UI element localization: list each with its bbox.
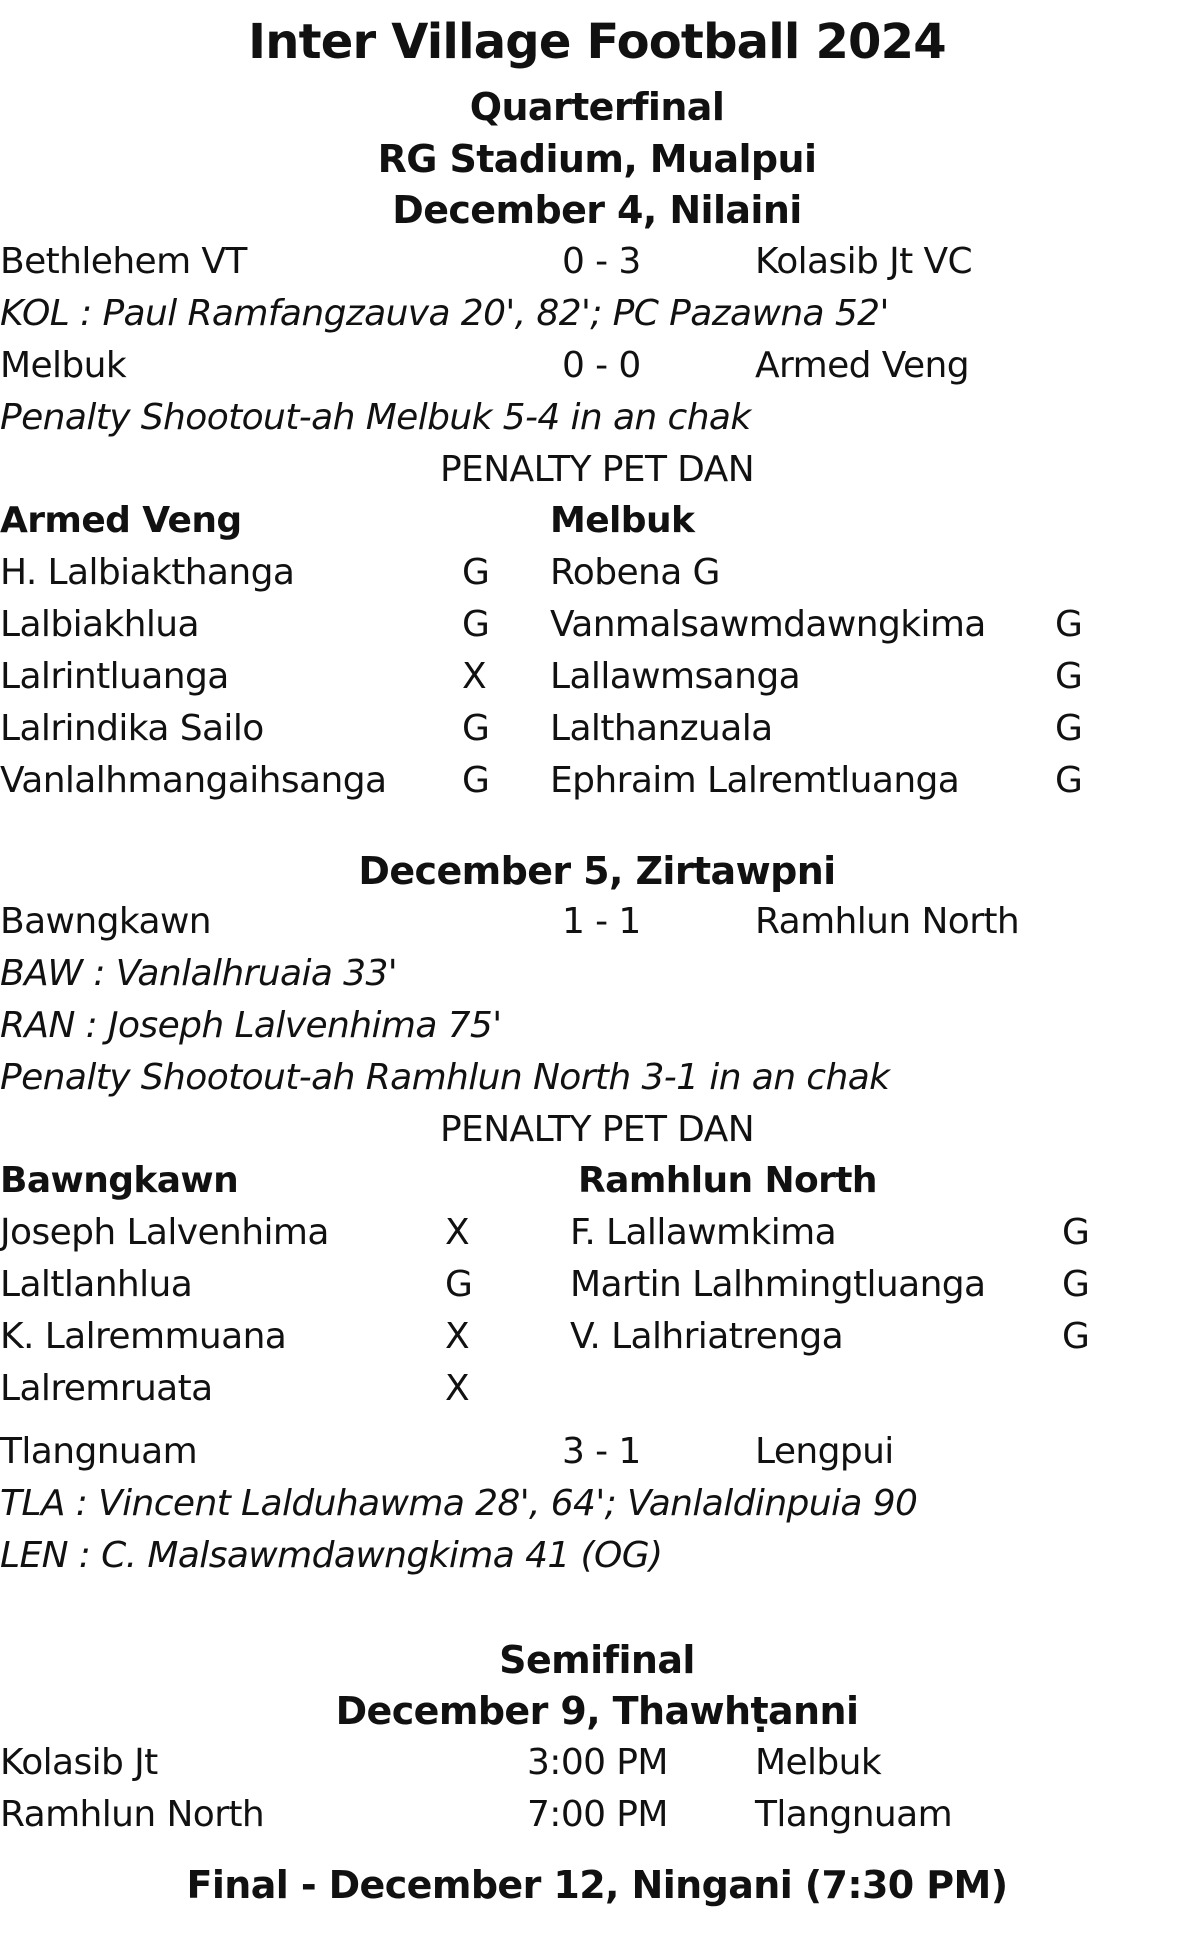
penalty-result: G: [1055, 760, 1083, 801]
penalty-result: G: [1062, 1316, 1090, 1357]
semifinal-heading: Semifinal: [499, 1638, 695, 1682]
scorers-line: BAW : Vanlalhruaia 33': [0, 953, 398, 994]
shootout-note: Penalty Shootout-ah Melbuk 5-4 in an chak: [0, 397, 751, 438]
penalty-taker-name: Robena G: [550, 552, 720, 593]
score: 0 - 3: [562, 241, 641, 282]
penalty-result: G: [1055, 708, 1083, 749]
scorers-line: TLA : Vincent Lalduhawma 28', 64'; Vanlaldinpuia 90: [0, 1483, 918, 1524]
home-team: Melbuk: [0, 345, 127, 386]
penalty-left-team: Armed Veng: [0, 500, 242, 541]
scorers-line: RAN : Joseph Lalvenhima 75': [0, 1005, 502, 1046]
penalty-result: G: [462, 604, 490, 645]
home-team: Kolasib Jt: [0, 1742, 158, 1783]
penalty-right-team: Ramhlun North: [578, 1160, 877, 1201]
penalty-taker-name: Lalrindika Sailo: [0, 708, 264, 749]
home-team: Bawngkawn: [0, 901, 212, 942]
page-title: Inter Village Football 2024: [248, 14, 946, 70]
penalty-taker-name: Lallawmsanga: [550, 656, 801, 697]
penalty-result: X: [445, 1212, 470, 1253]
penalty-taker-name: Ephraim Lalremtluanga: [550, 760, 960, 801]
penalty-right-team: Melbuk: [550, 500, 695, 541]
penalty-taker-name: V. Lalhriatrenga: [570, 1316, 844, 1357]
penalty-taker-name: Laltlanhlua: [0, 1264, 193, 1305]
penalty-result: G: [1062, 1264, 1090, 1305]
away-team: Armed Veng: [755, 345, 969, 386]
away-team: Lengpui: [755, 1431, 894, 1472]
home-team: Bethlehem VT: [0, 241, 247, 282]
away-team: Melbuk: [755, 1742, 882, 1783]
penalty-taker-name: K. Lalremmuana: [0, 1316, 287, 1357]
penalty-left-team: Bawngkawn: [0, 1160, 239, 1201]
penalty-taker-name: H. Lalbiakthanga: [0, 552, 295, 593]
penalty-result: G: [462, 552, 490, 593]
penalty-taker-name: Lalremruata: [0, 1368, 213, 1409]
score: 3 - 1: [562, 1431, 641, 1472]
penalty-result: G: [462, 708, 490, 749]
penalty-taker-name: Lalbiakhlua: [0, 604, 199, 645]
penalty-result: G: [1062, 1212, 1090, 1253]
date-dec-9: December 9, Thawhṭanni: [335, 1689, 859, 1733]
penalty-result: G: [1055, 656, 1083, 697]
penalty-result: X: [462, 656, 487, 697]
quarterfinal-heading: Quarterfinal: [469, 85, 725, 129]
penalty-taker-name: Martin Lalhmingtluanga: [570, 1264, 986, 1305]
kickoff-time: 3:00 PM: [527, 1742, 668, 1783]
scorers-line: KOL : Paul Ramfangzauva 20', 82'; PC Pazawna 52': [0, 293, 889, 334]
final-line: Final - December 12, Ningani (7:30 PM): [186, 1863, 1008, 1907]
penalty-result: G: [1055, 604, 1083, 645]
penalty-taker-name: Vanmalsawmdawngkima: [550, 604, 986, 645]
away-team: Ramhlun North: [755, 901, 1020, 942]
score: 0 - 0: [562, 345, 641, 386]
penalty-heading: PENALTY PET DAN: [439, 1109, 755, 1150]
penalty-taker-name: Lalrintluanga: [0, 656, 229, 697]
scorers-line: LEN : C. Malsawmdawngkima 41 (OG): [0, 1535, 663, 1576]
kickoff-time: 7:00 PM: [527, 1794, 668, 1835]
penalty-taker-name: Joseph Lalvenhima: [0, 1212, 329, 1253]
away-team: Tlangnuam: [755, 1794, 953, 1835]
penalty-heading: PENALTY PET DAN: [439, 449, 755, 490]
penalty-taker-name: Vanlalhmangaihsanga: [0, 760, 387, 801]
penalty-result: G: [445, 1264, 473, 1305]
penalty-taker-name: F. Lallawmkima: [570, 1212, 837, 1253]
shootout-note: Penalty Shootout-ah Ramhlun North 3-1 in an chak: [0, 1057, 890, 1098]
penalty-result: X: [445, 1368, 470, 1409]
venue: RG Stadium, Mualpui: [377, 137, 817, 181]
date-dec-4: December 4, Nilaini: [392, 188, 802, 232]
penalty-result: X: [445, 1316, 470, 1357]
home-team: Tlangnuam: [0, 1431, 198, 1472]
away-team: Kolasib Jt VC: [755, 241, 973, 282]
date-dec-5: December 5, Zirtawpni: [358, 849, 836, 893]
penalty-result: G: [462, 760, 490, 801]
home-team: Ramhlun North: [0, 1794, 265, 1835]
penalty-taker-name: Lalthanzuala: [550, 708, 773, 749]
score: 1 - 1: [562, 901, 641, 942]
